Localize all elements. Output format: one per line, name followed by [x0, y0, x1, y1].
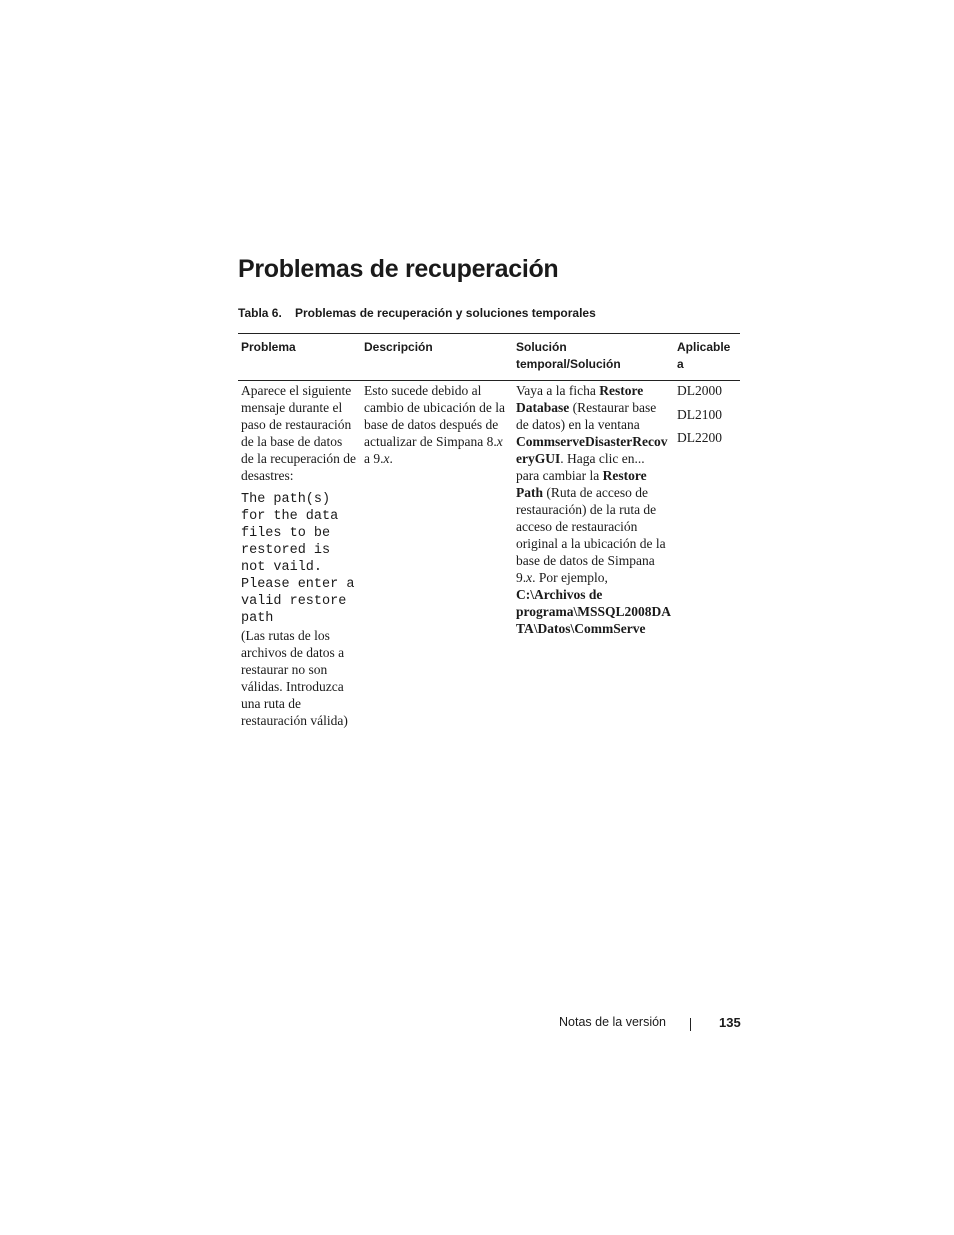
- example-path: C:\Archivos de programa\MSSQL2008DATA\Datos\CommServe: [516, 587, 672, 636]
- error-message: The path(s) for the data files to be restored is not vaild. Please enter a valid restore path: [241, 492, 355, 626]
- header-descripcion: Descripción: [361, 334, 513, 381]
- solucion-text: . Por ejemplo,: [532, 570, 608, 585]
- aplicable-item: DL2100: [677, 406, 722, 422]
- recovery-issues-table: [238, 333, 740, 729]
- solucion-text: . Haga clic en... para cambiar la: [516, 451, 645, 483]
- descripcion-version-var: x: [496, 434, 503, 449]
- solucion-text: (Restaurar base de datos) en la ventana: [516, 400, 657, 432]
- header-aplicable: Aplicable a: [674, 334, 740, 381]
- problema-intro: Aparece el siguiente mensaje durante el paso de restauración de la base de datos de la recuperación de desastres:: [241, 383, 357, 483]
- descripcion-version-var: x: [383, 451, 390, 466]
- cell-problema: [238, 381, 361, 730]
- table-header-row: [238, 334, 740, 381]
- solucion-text: Vaya a la ficha: [516, 383, 600, 398]
- descripcion-text: a 9.: [364, 451, 384, 466]
- solucion-text: (Ruta de acceso de restauración) de la ruta de acceso de restauración original a la ubicación de la base de datos de Simpana 9.: [516, 485, 666, 585]
- restore-path-field: Restore Path: [516, 468, 647, 500]
- table-caption: [238, 306, 596, 320]
- header-solucion: Solución temporal/Solución: [513, 334, 674, 381]
- restore-database-tab: Restore Database: [516, 383, 644, 415]
- aplicable-item: DL2000: [677, 383, 722, 398]
- problema-translation: (Las rutas de los archivos de datos a restaurar no son válidas. Introduzca una ruta de restauración válida): [241, 628, 348, 728]
- page-number: 135: [719, 1015, 741, 1030]
- descripcion-text: Esto sucede debido al cambio de ubicación de la base de datos después de actualizar de Simpana 8.: [364, 383, 505, 449]
- cell-solucion: [513, 381, 674, 730]
- page-title: Problemas de recuperación: [238, 255, 559, 283]
- aplicable-item: DL2200: [677, 430, 722, 445]
- table-caption-number: Tabla 6.: [238, 306, 282, 320]
- table-caption-text: Problemas de recuperación y soluciones temporales: [295, 306, 596, 320]
- window-name: CommserveDisasterRecoveryGUI: [516, 434, 668, 466]
- table-row: [238, 381, 740, 730]
- footer-separator: [690, 1018, 691, 1031]
- header-problema: Problema: [238, 334, 361, 381]
- descripcion-text: .: [389, 451, 393, 466]
- solucion-version-var: x: [526, 570, 533, 585]
- cell-descripcion: [361, 381, 513, 730]
- cell-aplicable: [674, 381, 740, 730]
- footer-section-title: Notas de la versión: [559, 1015, 667, 1029]
